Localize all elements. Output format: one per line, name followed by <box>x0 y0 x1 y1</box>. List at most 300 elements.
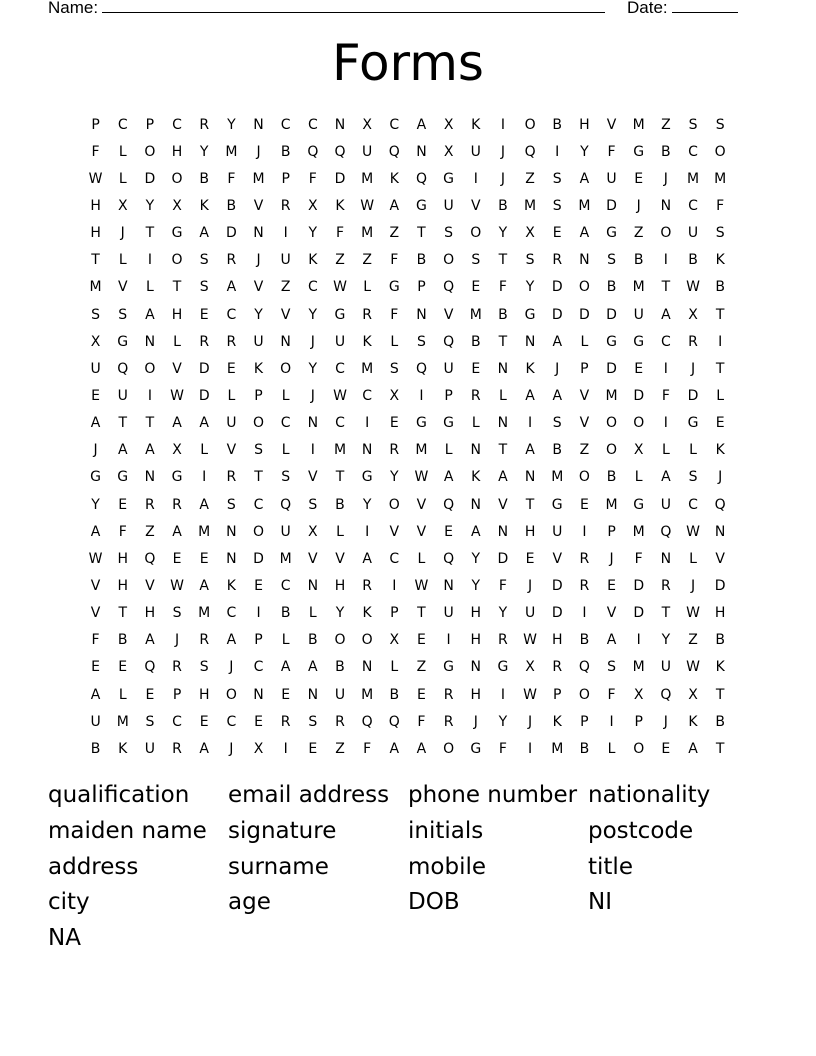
grid-letter[interactable]: M <box>469 306 482 323</box>
grid-letter[interactable]: N <box>416 306 427 323</box>
grid-letter[interactable]: F <box>91 632 100 649</box>
grid-letter[interactable]: P <box>172 686 182 703</box>
grid-letter[interactable]: A <box>199 577 209 594</box>
grid-letter[interactable]: H <box>117 577 128 594</box>
grid-letter[interactable]: J <box>555 360 560 377</box>
grid-letter[interactable]: S <box>471 252 481 269</box>
grid-letter[interactable]: I <box>365 523 370 540</box>
grid-letter[interactable]: E <box>308 740 318 757</box>
grid-letter[interactable]: V <box>145 577 155 594</box>
grid-letter[interactable]: N <box>307 686 319 703</box>
grid-letter[interactable]: R <box>280 713 291 730</box>
grid-letter[interactable]: R <box>172 740 182 757</box>
grid-letter[interactable]: L <box>200 442 209 459</box>
grid-letter[interactable]: R <box>552 252 563 269</box>
grid-letter[interactable]: N <box>714 523 726 540</box>
grid-letter[interactable]: E <box>661 740 671 757</box>
grid-letter[interactable]: V <box>253 279 264 296</box>
grid-letter[interactable]: M <box>116 713 129 730</box>
grid-letter[interactable]: G <box>633 143 645 160</box>
grid-letter[interactable]: V <box>226 442 237 459</box>
grid-letter[interactable]: M <box>333 442 347 459</box>
grid-letter[interactable]: S <box>281 469 291 486</box>
grid-letter[interactable]: Z <box>416 659 427 676</box>
grid-letter[interactable]: I <box>663 360 668 377</box>
grid-letter[interactable]: L <box>145 279 154 296</box>
grid-letter[interactable]: O <box>443 740 455 757</box>
grid-letter[interactable]: H <box>470 605 482 622</box>
grid-letter[interactable]: J <box>690 360 696 377</box>
grid-letter[interactable]: T <box>417 605 426 622</box>
grid-letter[interactable]: J <box>256 252 261 269</box>
grid-letter[interactable]: Y <box>254 306 263 323</box>
grid-letter[interactable]: G <box>117 333 129 350</box>
grid-letter[interactable]: X <box>172 197 182 214</box>
grid-letter[interactable]: H <box>334 577 346 594</box>
grid-letter[interactable]: S <box>308 496 318 513</box>
grid-letter[interactable]: B <box>280 143 291 160</box>
grid-letter[interactable]: N <box>524 469 536 486</box>
grid-letter[interactable]: Y <box>471 550 481 567</box>
grid-letter[interactable]: M <box>578 197 591 214</box>
grid-letter[interactable]: W <box>686 605 700 622</box>
grid-letter[interactable]: J <box>256 143 261 160</box>
grid-letter[interactable]: N <box>579 252 590 269</box>
grid-letter[interactable]: A <box>498 469 508 486</box>
grid-letter[interactable]: P <box>444 387 453 404</box>
grid-letter[interactable]: H <box>198 686 210 703</box>
grid-letter[interactable]: V <box>308 550 318 567</box>
grid-letter[interactable]: V <box>90 577 101 594</box>
grid-letter[interactable]: C <box>362 387 373 404</box>
grid-letter[interactable]: N <box>361 442 373 459</box>
grid-letter[interactable]: U <box>552 523 563 540</box>
grid-letter[interactable]: I <box>283 225 288 242</box>
grid-letter[interactable]: L <box>689 550 697 567</box>
grid-letter[interactable]: T <box>715 686 725 703</box>
grid-letter[interactable]: T <box>118 415 128 432</box>
grid-letter[interactable]: F <box>390 306 399 323</box>
grid-letter[interactable]: I <box>663 415 668 432</box>
grid-letter[interactable]: E <box>91 659 100 676</box>
grid-letter[interactable]: J <box>229 740 234 757</box>
grid-letter[interactable]: H <box>171 143 183 160</box>
grid-letter[interactable]: V <box>579 387 590 404</box>
grid-letter[interactable]: F <box>498 279 507 296</box>
grid-letter[interactable]: E <box>199 306 209 323</box>
grid-letter[interactable]: V <box>606 116 617 133</box>
grid-letter[interactable]: S <box>444 225 454 242</box>
grid-letter[interactable]: J <box>663 170 668 187</box>
grid-letter[interactable]: W <box>523 686 537 703</box>
grid-letter[interactable]: S <box>607 659 616 676</box>
grid-letter[interactable]: X <box>253 740 264 757</box>
grid-letter[interactable]: W <box>414 469 429 486</box>
grid-letter[interactable]: G <box>443 659 455 676</box>
grid-letter[interactable]: E <box>91 387 100 404</box>
grid-letter[interactable]: U <box>117 387 128 404</box>
grid-letter[interactable]: B <box>606 469 617 486</box>
grid-letter[interactable]: G <box>443 415 455 432</box>
grid-letter[interactable]: C <box>280 577 291 594</box>
grid-letter[interactable]: R <box>362 306 372 323</box>
grid-letter[interactable]: X <box>308 523 318 540</box>
grid-letter[interactable]: C <box>253 659 264 676</box>
grid-letter[interactable]: A <box>443 469 454 486</box>
grid-letter[interactable]: N <box>497 523 509 540</box>
grid-letter[interactable]: M <box>524 197 537 214</box>
grid-letter[interactable]: G <box>551 496 563 513</box>
grid-letter[interactable]: A <box>661 306 671 323</box>
grid-letter[interactable]: Y <box>199 143 209 160</box>
grid-letter[interactable]: F <box>417 713 426 730</box>
grid-letter[interactable]: G <box>497 659 509 676</box>
grid-letter[interactable]: F <box>227 170 236 187</box>
grid-letter[interactable]: N <box>470 442 481 459</box>
grid-letter[interactable]: H <box>470 632 482 649</box>
grid-letter[interactable]: U <box>280 523 291 540</box>
grid-letter[interactable]: K <box>308 252 318 269</box>
grid-letter[interactable]: M <box>551 469 564 486</box>
grid-letter[interactable]: Q <box>443 496 455 513</box>
grid-letter[interactable]: E <box>281 686 291 703</box>
grid-letter[interactable]: A <box>199 496 209 513</box>
grid-letter[interactable]: A <box>308 659 318 676</box>
grid-letter[interactable]: I <box>609 713 614 730</box>
grid-letter[interactable]: U <box>660 496 671 513</box>
grid-letter[interactable]: C <box>117 116 128 133</box>
grid-letter[interactable]: D <box>551 605 563 622</box>
grid-letter[interactable]: Z <box>688 632 698 649</box>
grid-letter[interactable]: A <box>579 170 590 187</box>
grid-letter[interactable]: M <box>89 279 102 296</box>
grid-letter[interactable]: I <box>147 252 152 269</box>
grid-letter[interactable]: L <box>118 143 127 160</box>
grid-letter[interactable]: B <box>606 279 617 296</box>
grid-letter[interactable]: A <box>389 197 400 214</box>
grid-letter[interactable]: K <box>362 605 372 622</box>
grid-letter[interactable]: B <box>226 197 237 214</box>
grid-letter[interactable]: V <box>308 469 318 486</box>
grid-letter[interactable]: B <box>552 442 563 459</box>
grid-letter[interactable]: W <box>360 197 375 214</box>
grid-letter[interactable]: J <box>229 659 234 676</box>
grid-letter[interactable]: A <box>90 686 101 703</box>
grid-letter[interactable]: V <box>498 496 508 513</box>
grid-letter[interactable]: C <box>226 605 237 622</box>
grid-letter[interactable]: J <box>718 469 723 486</box>
grid-letter[interactable]: T <box>91 252 100 269</box>
grid-letter[interactable]: P <box>254 632 263 649</box>
grid-letter[interactable]: V <box>470 197 481 214</box>
grid-letter[interactable]: P <box>607 523 616 540</box>
grid-letter[interactable]: N <box>524 333 536 350</box>
grid-letter[interactable]: I <box>718 333 723 350</box>
grid-letter[interactable]: C <box>307 116 318 133</box>
grid-letter[interactable]: N <box>144 469 156 486</box>
grid-letter[interactable]: E <box>715 415 725 432</box>
grid-letter[interactable]: S <box>715 225 725 242</box>
grid-letter[interactable]: D <box>551 577 563 594</box>
grid-letter[interactable]: I <box>202 469 207 486</box>
grid-letter[interactable]: D <box>253 550 264 567</box>
grid-letter[interactable]: L <box>118 252 127 269</box>
grid-letter[interactable]: O <box>606 415 618 432</box>
grid-letter[interactable]: S <box>145 713 155 730</box>
grid-letter[interactable]: S <box>254 442 263 459</box>
grid-letter[interactable]: N <box>226 523 237 540</box>
grid-letter[interactable]: B <box>579 632 590 649</box>
grid-letter[interactable]: G <box>633 333 645 350</box>
grid-letter[interactable]: X <box>362 116 372 133</box>
grid-letter[interactable]: Z <box>525 170 535 187</box>
grid-letter[interactable]: Y <box>498 225 508 242</box>
grid-letter[interactable]: W <box>414 577 429 594</box>
grid-letter[interactable]: A <box>416 740 427 757</box>
grid-letter[interactable]: O <box>470 225 482 242</box>
grid-letter[interactable]: O <box>443 252 455 269</box>
grid-letter[interactable]: N <box>660 197 672 214</box>
grid-letter[interactable]: L <box>499 387 507 404</box>
grid-letter[interactable]: O <box>361 632 373 649</box>
grid-letter[interactable]: B <box>579 740 590 757</box>
grid-letter[interactable]: N <box>497 415 509 432</box>
grid-letter[interactable]: I <box>147 387 152 404</box>
grid-letter[interactable]: Q <box>415 360 427 377</box>
grid-letter[interactable]: K <box>552 713 562 730</box>
grid-letter[interactable]: V <box>606 605 617 622</box>
grid-letter[interactable]: N <box>470 659 481 676</box>
grid-letter[interactable]: O <box>171 252 183 269</box>
grid-letter[interactable]: T <box>661 605 671 622</box>
name-field[interactable] <box>48 0 605 19</box>
grid-letter[interactable]: Q <box>443 550 455 567</box>
grid-letter[interactable]: N <box>307 577 319 594</box>
grid-letter[interactable]: U <box>362 143 373 160</box>
grid-letter[interactable]: O <box>171 170 183 187</box>
grid-letter[interactable]: L <box>363 279 372 296</box>
grid-letter[interactable]: Y <box>498 713 508 730</box>
grid-letter[interactable]: V <box>416 523 427 540</box>
grid-letter[interactable]: M <box>198 523 211 540</box>
grid-letter[interactable]: X <box>117 197 128 214</box>
grid-letter[interactable]: W <box>686 279 700 296</box>
grid-letter[interactable]: B <box>552 116 563 133</box>
grid-letter[interactable]: P <box>145 116 155 133</box>
grid-letter[interactable]: B <box>335 496 345 513</box>
grid-letter[interactable]: B <box>661 143 671 160</box>
grid-letter[interactable]: O <box>144 360 156 377</box>
grid-letter[interactable]: U <box>443 197 454 214</box>
grid-letter[interactable]: L <box>118 170 127 187</box>
grid-letter[interactable]: I <box>528 740 533 757</box>
grid-letter[interactable]: S <box>607 252 616 269</box>
grid-letter[interactable]: C <box>688 496 698 513</box>
grid-letter[interactable]: N <box>443 577 454 594</box>
grid-letter[interactable]: H <box>144 605 156 622</box>
grid-letter[interactable]: L <box>227 387 236 404</box>
grid-letter[interactable]: C <box>389 550 400 567</box>
grid-letter[interactable]: E <box>634 360 644 377</box>
grid-letter[interactable]: O <box>633 740 645 757</box>
grid-letter[interactable]: N <box>416 143 427 160</box>
grid-letter[interactable]: N <box>253 116 264 133</box>
grid-letter[interactable]: F <box>716 197 725 214</box>
grid-letter[interactable]: I <box>283 740 288 757</box>
grid-letter[interactable]: F <box>634 550 643 567</box>
grid-letter[interactable]: Q <box>144 550 156 567</box>
grid-letter[interactable]: V <box>715 550 725 567</box>
grid-letter[interactable]: F <box>498 740 507 757</box>
grid-letter[interactable]: D <box>144 170 156 187</box>
grid-letter[interactable]: B <box>715 713 725 730</box>
grid-letter[interactable]: M <box>632 659 645 676</box>
grid-letter[interactable]: J <box>310 387 315 404</box>
grid-letter[interactable]: Z <box>335 740 345 757</box>
grid-letter[interactable]: E <box>525 550 535 567</box>
grid-letter[interactable]: U <box>524 605 536 622</box>
grid-letter[interactable]: Y <box>390 469 399 486</box>
grid-letter[interactable]: O <box>606 442 618 459</box>
grid-letter[interactable]: J <box>120 225 125 242</box>
grid-letter[interactable]: S <box>552 415 562 432</box>
grid-letter[interactable]: I <box>500 686 505 703</box>
grid-letter[interactable]: Z <box>362 252 372 269</box>
grid-letter[interactable]: T <box>172 279 182 296</box>
grid-letter[interactable]: S <box>552 197 562 214</box>
grid-letter[interactable]: M <box>686 170 700 187</box>
grid-letter[interactable]: H <box>470 686 482 703</box>
grid-letter[interactable]: E <box>118 496 128 513</box>
grid-letter[interactable]: T <box>417 225 426 242</box>
grid-letter[interactable]: P <box>390 605 399 622</box>
grid-letter[interactable]: F <box>308 170 317 187</box>
grid-letter[interactable]: B <box>90 740 101 757</box>
grid-letter[interactable]: L <box>336 523 344 540</box>
grid-letter[interactable]: R <box>470 387 481 404</box>
grid-letter[interactable]: H <box>90 225 101 242</box>
grid-letter[interactable]: B <box>389 686 400 703</box>
grid-letter[interactable]: J <box>663 713 668 730</box>
grid-letter[interactable]: Q <box>578 659 590 676</box>
grid-letter[interactable]: A <box>416 116 427 133</box>
grid-letter[interactable]: E <box>226 360 236 377</box>
grid-letter[interactable]: A <box>552 333 563 350</box>
grid-letter[interactable]: C <box>280 116 291 133</box>
grid-letter[interactable]: Y <box>308 306 318 323</box>
grid-letter[interactable]: V <box>443 306 454 323</box>
grid-letter[interactable]: C <box>172 116 182 133</box>
grid-letter[interactable]: M <box>415 442 428 459</box>
grid-letter[interactable]: I <box>500 116 505 133</box>
grid-letter[interactable]: V <box>416 496 427 513</box>
date-field[interactable] <box>627 0 738 19</box>
grid-letter[interactable]: B <box>498 306 508 323</box>
grid-letter[interactable]: M <box>361 225 374 242</box>
grid-letter[interactable]: R <box>280 197 291 214</box>
grid-letter[interactable]: R <box>172 659 182 676</box>
grid-letter[interactable]: P <box>281 170 290 187</box>
grid-letter[interactable]: C <box>307 279 318 296</box>
grid-letter[interactable]: M <box>714 170 727 187</box>
grid-letter[interactable]: S <box>308 713 318 730</box>
grid-letter[interactable]: C <box>335 415 345 432</box>
grid-letter[interactable]: O <box>253 415 265 432</box>
grid-letter[interactable]: R <box>443 713 454 730</box>
grid-letter[interactable]: X <box>308 197 318 214</box>
grid-letter[interactable]: G <box>416 197 427 214</box>
grid-letter[interactable]: S <box>389 360 399 377</box>
grid-letter[interactable]: I <box>310 442 315 459</box>
grid-letter[interactable]: W <box>333 279 347 296</box>
grid-letter[interactable]: R <box>389 442 400 459</box>
grid-letter[interactable]: Z <box>633 225 644 242</box>
grid-letter[interactable]: O <box>225 686 237 703</box>
grid-letter[interactable]: R <box>226 252 237 269</box>
grid-letter[interactable]: P <box>91 116 100 133</box>
grid-letter[interactable]: L <box>390 659 399 676</box>
grid-letter[interactable]: P <box>254 387 263 404</box>
grid-letter[interactable]: B <box>498 197 508 214</box>
grid-letter[interactable]: F <box>390 252 399 269</box>
grid-letter[interactable]: F <box>91 143 100 160</box>
grid-letter[interactable]: F <box>607 143 616 160</box>
grid-letter[interactable]: J <box>93 442 98 459</box>
grid-letter[interactable]: A <box>525 442 535 459</box>
grid-letter[interactable]: B <box>199 170 209 187</box>
grid-letter[interactable]: N <box>253 225 264 242</box>
grid-letter[interactable]: O <box>578 686 590 703</box>
grid-letter[interactable]: U <box>90 713 101 730</box>
grid-letter[interactable]: W <box>170 577 184 594</box>
grid-letter[interactable]: A <box>90 415 101 432</box>
grid-letter[interactable]: M <box>279 550 292 567</box>
grid-letter[interactable]: C <box>688 143 698 160</box>
grid-letter[interactable]: N <box>253 686 264 703</box>
grid-letter[interactable]: S <box>199 252 209 269</box>
grid-letter[interactable]: E <box>118 659 128 676</box>
grid-letter[interactable]: D <box>606 360 617 377</box>
grid-letter[interactable]: T <box>254 469 263 486</box>
grid-letter[interactable]: J <box>310 333 315 350</box>
grid-letter[interactable]: I <box>392 577 397 594</box>
grid-letter[interactable]: J <box>690 577 696 594</box>
grid-letter[interactable]: A <box>280 659 291 676</box>
grid-letter[interactable]: T <box>525 496 535 513</box>
grid-letter[interactable]: K <box>715 252 725 269</box>
grid-letter[interactable]: E <box>444 523 454 540</box>
grid-letter[interactable]: I <box>582 605 587 622</box>
grid-letter[interactable]: R <box>579 577 590 594</box>
grid-letter[interactable]: V <box>335 550 345 567</box>
grid-letter[interactable]: S <box>199 279 209 296</box>
grid-letter[interactable]: A <box>470 523 481 540</box>
grid-letter[interactable]: Y <box>525 279 535 296</box>
grid-letter[interactable]: A <box>199 740 209 757</box>
grid-letter[interactable]: C <box>226 306 237 323</box>
grid-letter[interactable]: O <box>253 523 265 540</box>
grid-letter[interactable]: G <box>334 306 346 323</box>
grid-letter[interactable]: T <box>498 252 508 269</box>
grid-letter[interactable]: R <box>660 577 671 594</box>
grid-letter[interactable]: L <box>390 333 399 350</box>
grid-letter[interactable]: D <box>225 225 237 242</box>
grid-letter[interactable]: T <box>715 360 725 377</box>
grid-letter[interactable]: G <box>633 496 645 513</box>
grid-letter[interactable]: K <box>226 577 236 594</box>
grid-letter[interactable]: L <box>661 442 670 459</box>
grid-letter[interactable]: M <box>252 170 265 187</box>
